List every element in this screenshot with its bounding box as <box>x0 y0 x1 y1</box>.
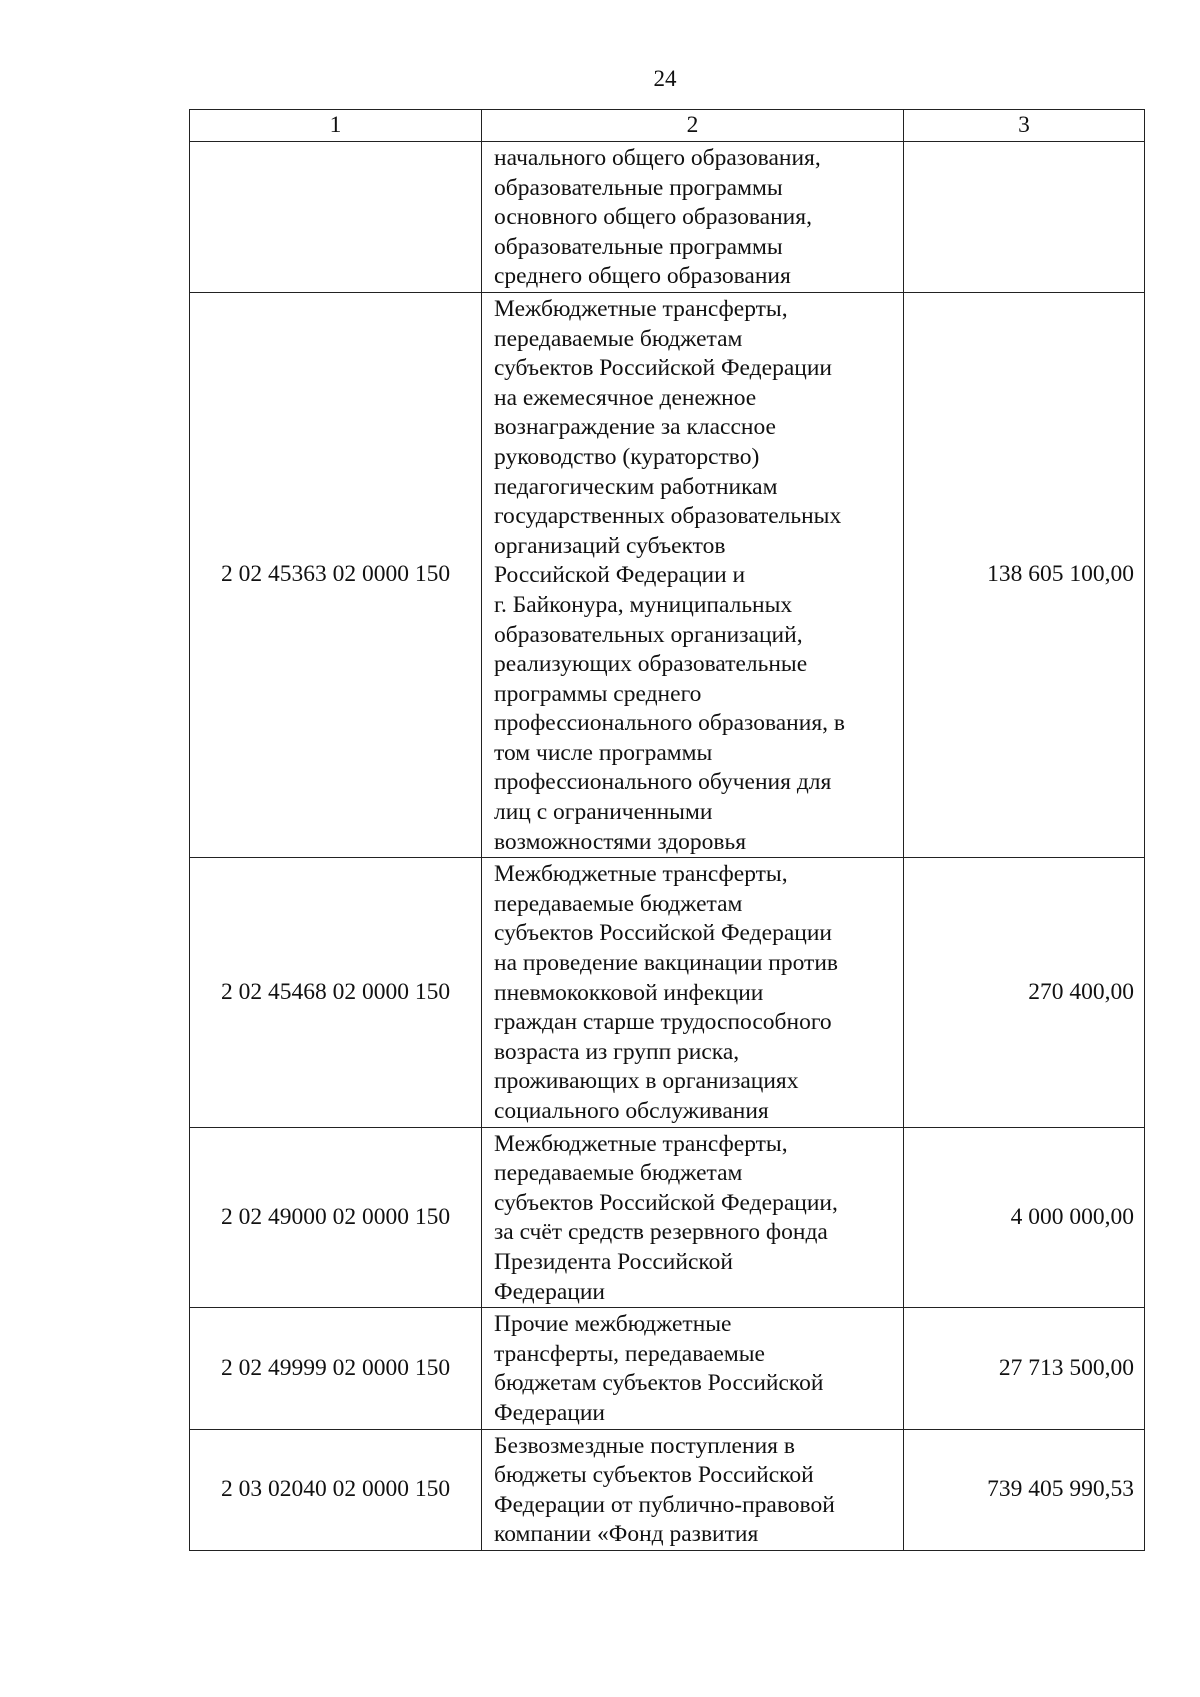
row-description-text: Межбюджетные трансферты, передаваемые бюджетам субъектов Российской Федерации на проведение вакцинации против пневмококковой инфекции граждан старше трудоспособного возраста из групп риска, проживающих в организациях социального обслуживания <box>494 861 838 1124</box>
row-amount: 4 000 000,00 <box>904 1127 1145 1308</box>
row-amount: 739 405 990,53 <box>904 1429 1145 1550</box>
row-code: 2 03 02040 02 0000 150 <box>190 1429 482 1550</box>
table-row <box>190 1429 1145 1550</box>
row-description <box>482 1429 904 1550</box>
row-description-text: Прочие межбюджетные трансферты, передаваемые бюджетам субъектов Российской Федерации <box>494 1311 824 1426</box>
table-row <box>190 1127 1145 1308</box>
row-code: 2 02 45468 02 0000 150 <box>190 858 482 1127</box>
table-row <box>190 858 1145 1127</box>
row-description <box>482 1308 904 1429</box>
row-description <box>482 858 904 1127</box>
row-description <box>482 292 904 857</box>
row-code: 2 02 49000 02 0000 150 <box>190 1127 482 1308</box>
row-amount: 27 713 500,00 <box>904 1308 1145 1429</box>
page-number: 24 <box>653 66 677 91</box>
row-description <box>482 142 904 293</box>
row-amount <box>904 142 1145 293</box>
row-amount: 270 400,00 <box>904 858 1145 1127</box>
row-description-text: Безвозмездные поступления в бюджеты субъектов Российской Федерации от публично-правовой компании «Фонд развития <box>494 1432 835 1548</box>
column-header-2: 2 <box>482 110 904 142</box>
row-code <box>190 142 482 293</box>
table-row <box>190 142 1145 293</box>
row-description-text: Межбюджетные трансферты, передаваемые бюджетам субъектов Российской Федерации, за счёт средств резервного фонда Президента Российской Федерации <box>494 1130 838 1305</box>
table-row <box>190 1308 1145 1429</box>
table-header-row <box>190 110 1145 142</box>
budget-table <box>189 109 1145 1551</box>
column-header-1: 1 <box>190 110 482 142</box>
column-header-3: 3 <box>904 110 1145 142</box>
row-description-text: Межбюджетные трансферты, передаваемые бюджетам субъектов Российской Федерации на ежемесячное денежное вознаграждение за классное руководство (кураторство) педагогическим работникам государственных образовательных организаций субъектов Российской Федерации и г. Байконура, муниципальных образовательных организаций, реализующих образовательные программы среднего профессионального образования, в том числе программы профессионального обучения для лиц с ограниченными возможностями здоровья <box>494 295 845 855</box>
row-code: 2 02 49999 02 0000 150 <box>190 1308 482 1429</box>
row-description-text: начального общего образования, образовательные программы основного общего образования, образовательные программы среднего общего образования <box>494 145 821 290</box>
row-description <box>482 1127 904 1308</box>
row-amount: 138 605 100,00 <box>904 292 1145 857</box>
table-row <box>190 292 1145 857</box>
row-code: 2 02 45363 02 0000 150 <box>190 292 482 857</box>
